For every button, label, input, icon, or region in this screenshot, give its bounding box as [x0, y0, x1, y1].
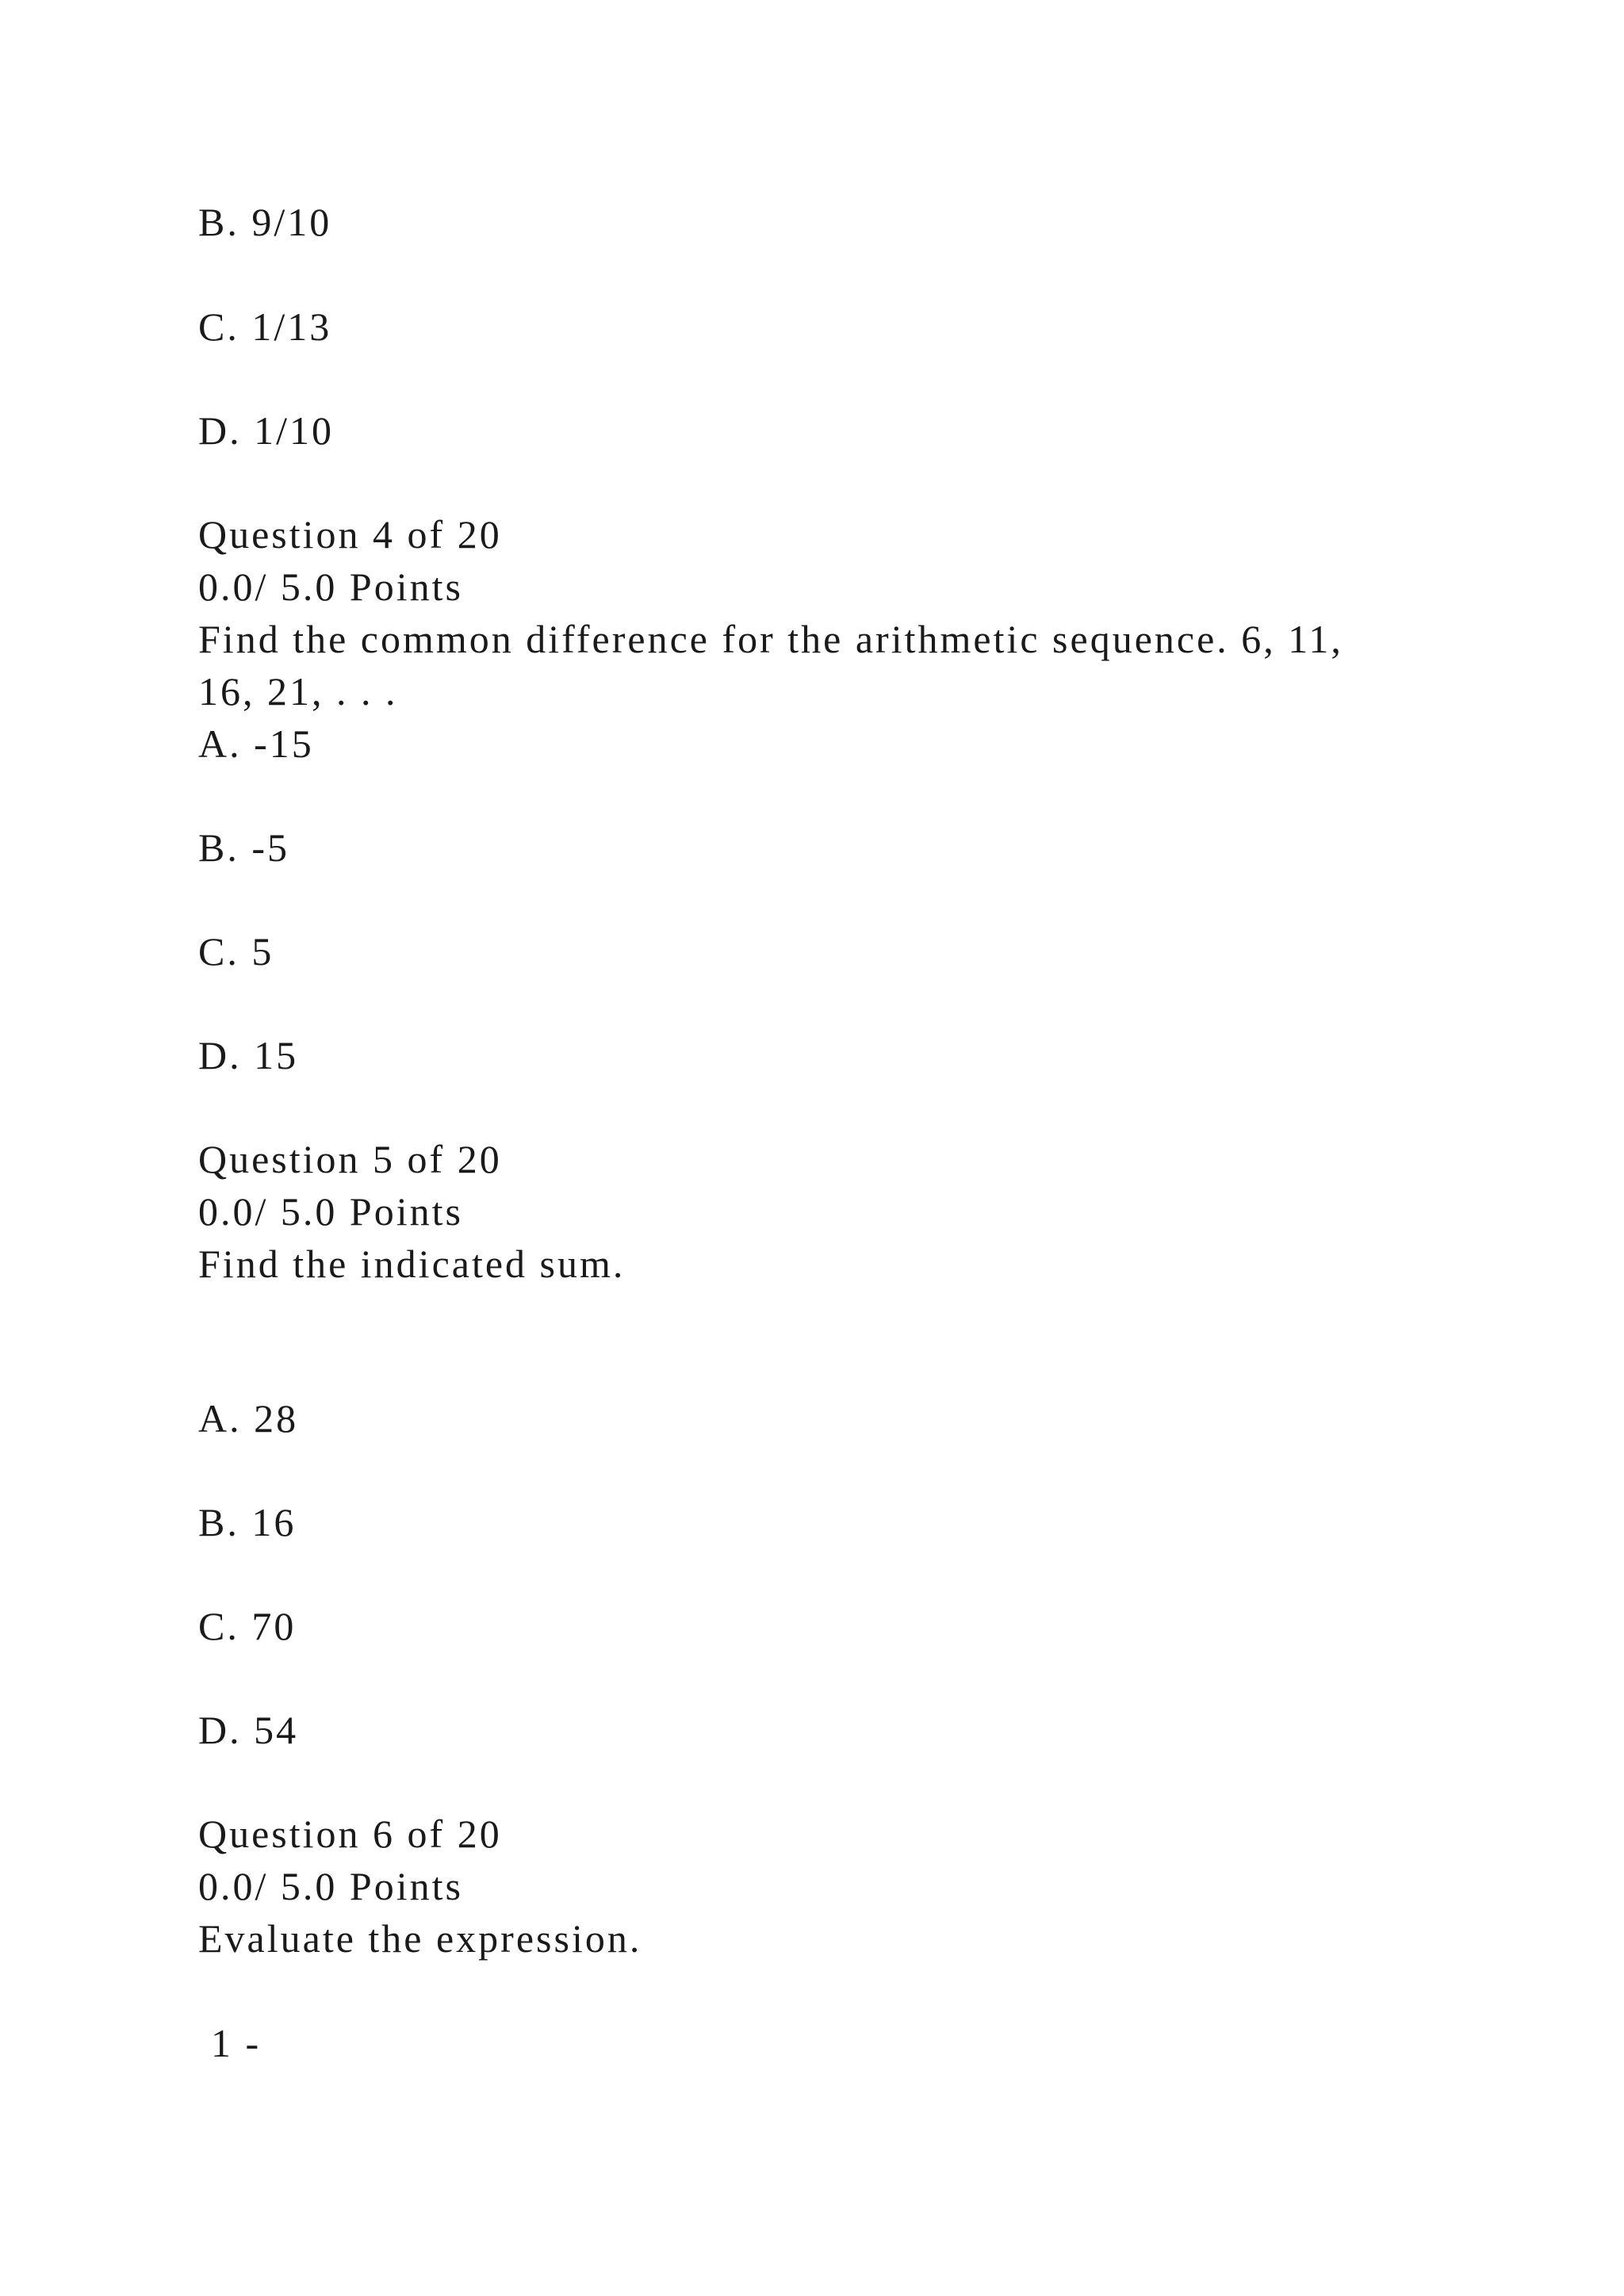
choice-letter: C.: [198, 304, 239, 349]
choice-b-q3: [198, 197, 331, 247]
question-6-points: 0.0/ 5.0 Points: [198, 1864, 463, 1908]
question-4-prompt-line-2: 16, 21, . . .: [198, 669, 398, 714]
choice-letter: A.: [198, 1396, 242, 1441]
choice-value: 9/10: [251, 200, 332, 244]
choice-c-q4: [198, 926, 274, 977]
choice-d-q3: [198, 405, 334, 456]
question-5-prompt: Find the indicated sum.: [198, 1242, 626, 1286]
choice-value: 5: [251, 929, 274, 974]
question-6-expression-fragment: 1 -: [211, 2021, 262, 2065]
choice-value: 54: [254, 1708, 299, 1752]
choice-c-q3: [198, 301, 331, 352]
choice-letter: D.: [198, 1033, 242, 1077]
choice-c-q5: [198, 1601, 296, 1651]
choice-b-q5: [198, 1497, 296, 1548]
choice-letter: B.: [198, 1500, 239, 1544]
question-5-heading: Question 5 of 20: [198, 1137, 502, 1181]
choice-value: -5: [251, 825, 290, 870]
question-4-heading: Question 4 of 20: [198, 512, 502, 557]
choice-value: 1/10: [254, 408, 335, 453]
choice-letter: B.: [198, 825, 239, 870]
question-4-prompt-line-1: Find the common difference for the arithmetic sequence. 6, 11,: [198, 617, 1343, 661]
choice-a-q5: [198, 1393, 298, 1444]
choice-value: 70: [251, 1604, 297, 1648]
choice-letter: D.: [198, 1708, 242, 1752]
choice-letter: C.: [198, 929, 239, 974]
question-4-points: 0.0/ 5.0 Points: [198, 564, 463, 609]
question-6-heading: Question 6 of 20: [198, 1812, 502, 1856]
choice-letter: A.: [198, 721, 242, 766]
choice-value: 16: [251, 1500, 297, 1544]
choice-d-q4: [198, 1030, 298, 1081]
choice-value: 1/13: [251, 304, 332, 349]
choice-d-q5: [198, 1705, 298, 1755]
choice-value: 15: [254, 1033, 299, 1077]
choice-letter: B.: [198, 200, 239, 244]
choice-letter: D.: [198, 408, 242, 453]
choice-b-q4: [198, 822, 289, 873]
choice-value: -15: [254, 721, 314, 766]
choice-value: 28: [254, 1396, 299, 1441]
question-6-prompt: Evaluate the expression.: [198, 1916, 642, 1961]
question-5-points: 0.0/ 5.0 Points: [198, 1189, 463, 1234]
choice-letter: C.: [198, 1604, 239, 1648]
choice-a-q4: [198, 718, 314, 769]
